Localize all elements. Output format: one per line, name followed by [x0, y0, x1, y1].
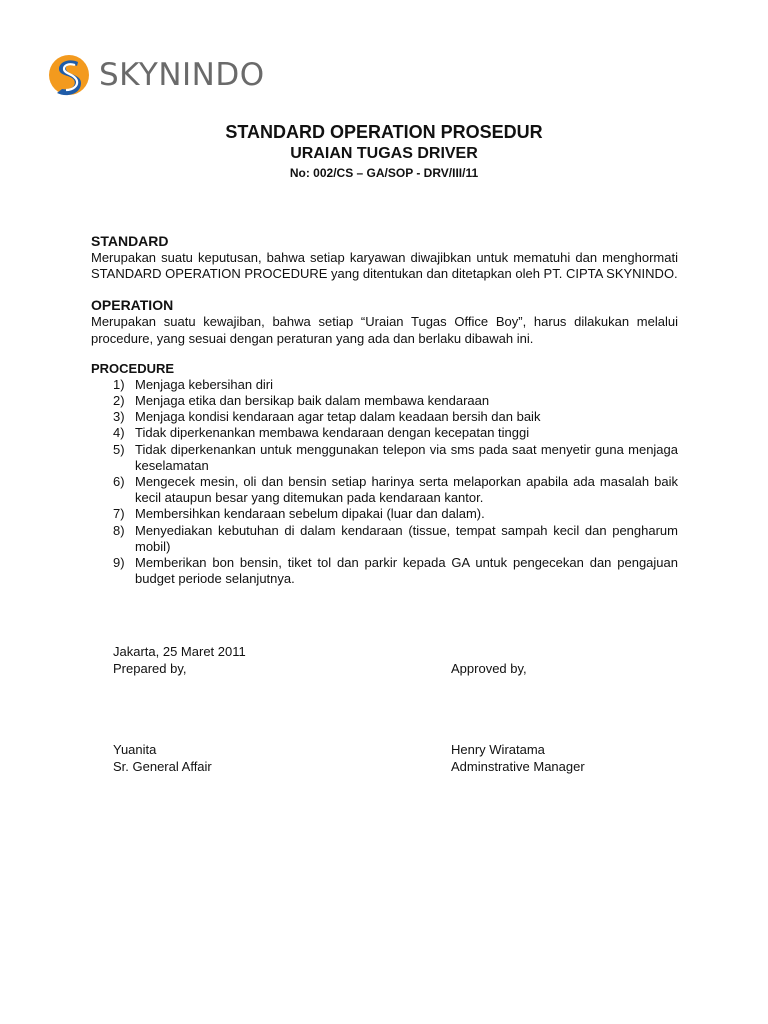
procedure-item-text: Memberikan bon bensin, tiket tol dan parkir kepada GA untuk pengecekan dan pengajuan budget periode selanjutnya.: [135, 555, 678, 587]
place-date: Jakarta, 25 Maret 2011: [113, 644, 246, 659]
skynindo-logo-mark-icon: [47, 52, 91, 98]
procedure-item-number: 8): [113, 522, 125, 538]
procedure-item: [91, 409, 678, 425]
procedure-item-number: 2): [113, 393, 125, 409]
procedure-item-text: Menjaga kondisi kendaraan agar tetap dalam keadaan bersih dan baik: [135, 409, 541, 425]
preparer-title: Sr. General Affair: [113, 759, 212, 774]
procedure-item-text: Mengecek mesin, oli dan bensin setiap harinya serta melaporkan apabila ada masalah baik kecil ataupun besar yang ditemukan pada kendaraan kantor.: [135, 474, 678, 506]
approved-by-label: Approved by,: [451, 661, 527, 676]
standard-text: Merupakan suatu keputusan, bahwa setiap karyawan diwajibkan untuk mematuhi dan menghormati STANDARD OPERATION PROCEDURE yang ditentukan dan ditetapkan oleh PT. CIPTA SKYNINDO.: [91, 250, 678, 282]
procedure-item: [91, 393, 678, 409]
procedure-item: [91, 523, 678, 555]
document-body: [91, 232, 678, 587]
approver-name: Henry Wiratama: [451, 742, 545, 757]
procedure-item: [91, 474, 678, 506]
company-logo: [47, 51, 265, 99]
procedure-item-number: 7): [113, 506, 125, 522]
procedure-item: [91, 377, 678, 393]
procedure-item-number: 6): [113, 474, 125, 490]
document-title: STANDARD OPERATION PROSEDUR: [225, 122, 543, 142]
standard-heading: STANDARD: [91, 233, 169, 249]
procedure-item-text: Tidak diperkenankan untuk menggunakan telepon via sms pada saat menyetir guna menjaga keselamatan: [135, 441, 678, 473]
procedure-item-text: Tidak diperkenankan membawa kendaraan dengan kecepatan tinggi: [135, 425, 530, 441]
prepared-by-label: Prepared by,: [113, 661, 187, 676]
document-subtitle: URAIAN TUGAS DRIVER: [290, 145, 478, 162]
approver-title: Adminstrative Manager: [451, 759, 585, 774]
preparer-name: Yuanita: [113, 742, 157, 757]
procedure-item-number: 9): [113, 555, 125, 571]
procedure-item-text: Menyediakan kebutuhan di dalam kendaraan (tissue, tempat sampah kecil dan pengharum mobil): [135, 522, 678, 554]
operation-heading: OPERATION: [91, 297, 174, 314]
brand-name: SKYNINDO: [99, 57, 265, 93]
procedure-item: [91, 442, 678, 474]
procedure-heading: PROCEDURE: [91, 360, 175, 376]
operation-text: Merupakan suatu kewajiban, bahwa setiap “Uraian Tugas Office Boy”, harus dilakukan melalui procedure, yang sesuai dengan peraturan yang ada dan berlaku dibawah ini.: [91, 314, 678, 346]
procedure-item-text: Menjaga etika dan bersikap baik dalam membawa kendaraan: [135, 393, 490, 409]
procedure-item-text: Membersihkan kendaraan sebelum dipakai (luar dan dalam).: [135, 506, 485, 522]
procedure-item-number: 5): [113, 441, 125, 457]
procedure-item: [91, 425, 678, 441]
procedure-item-number: 3): [113, 409, 125, 425]
procedure-item: [91, 555, 678, 587]
signature-block: [113, 643, 673, 775]
procedure-item-number: 1): [113, 376, 125, 392]
procedure-item-number: 4): [113, 425, 125, 441]
procedure-item: [91, 506, 678, 522]
document-number: No: 002/CS – GA/SOP - DRV/III/11: [289, 166, 479, 180]
procedure-list: [91, 377, 678, 588]
document-header: [0, 121, 768, 181]
procedure-item-text: Menjaga kebersihan diri: [135, 376, 274, 392]
